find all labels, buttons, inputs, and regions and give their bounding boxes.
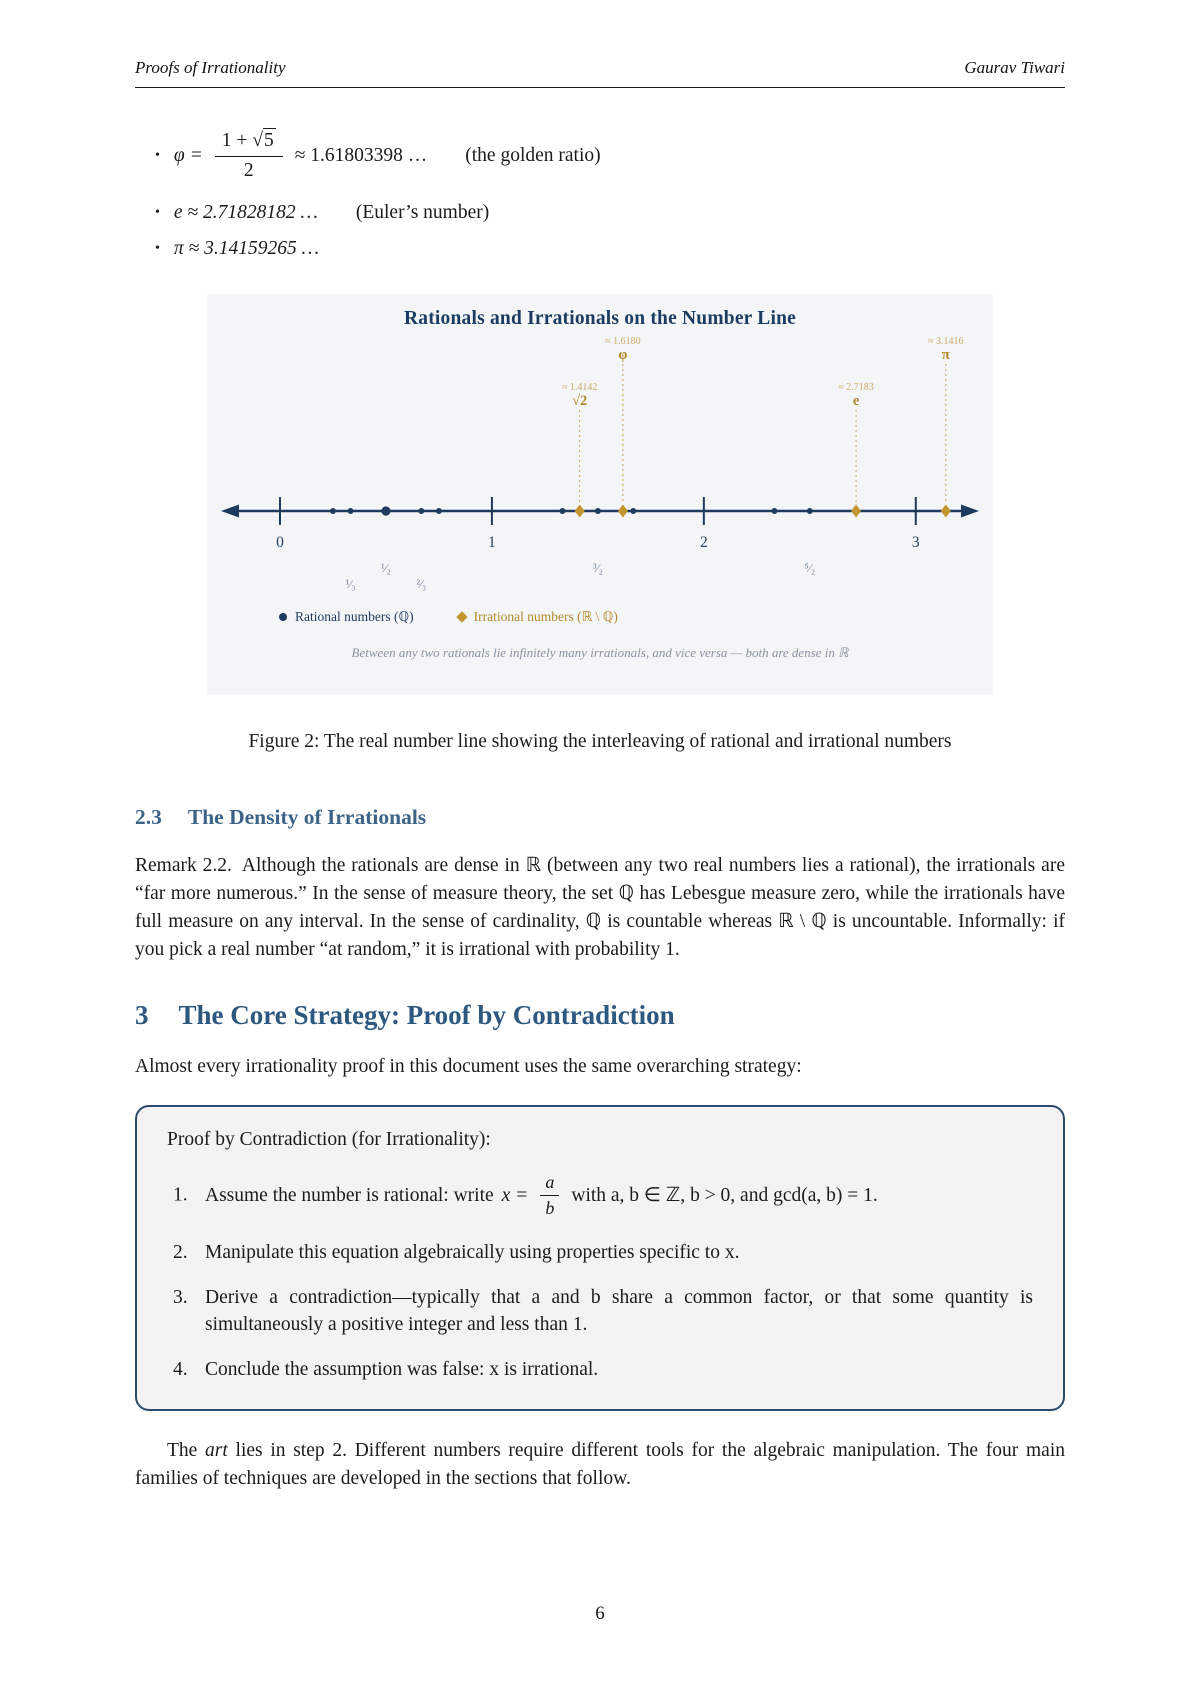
step-1-content	[205, 1172, 878, 1218]
step-1-pre: Assume the number is rational: write	[205, 1184, 494, 1206]
bullet-marker: •	[155, 205, 160, 220]
rational-dot-icon	[279, 613, 287, 621]
rational-point	[771, 508, 777, 514]
approx-value-label: ≈ 1.6180	[605, 336, 641, 347]
constants-list	[135, 124, 1065, 260]
section-number: 2.3	[135, 805, 162, 829]
irrational-diamond-icon	[456, 611, 467, 622]
irrational-point	[941, 505, 951, 518]
legend-label: Irrational numbers (ℝ \ ℚ)	[473, 609, 618, 624]
proof-box-title: Proof by Contradiction (for Irrationality):	[167, 1129, 491, 1150]
section-heading-2-3	[135, 805, 1065, 830]
legend-item	[458, 609, 618, 625]
tick-label: 3	[911, 534, 920, 551]
irrational-symbol-label: π	[941, 347, 950, 363]
rational-point	[418, 508, 424, 514]
approx-value-label: ≈ 2.7183	[838, 382, 874, 393]
irrational-point	[851, 505, 861, 518]
proof-step-3: Derive a contradiction—typically that a and b share a common factor, or that some quantity is simultaneously a positive integer and less than 1.	[205, 1287, 1033, 1335]
remark-paragraph	[135, 852, 1065, 964]
proof-strategy-box	[135, 1105, 1065, 1411]
list-item-e	[135, 202, 1065, 224]
rational-point	[630, 508, 636, 514]
tick-label: 0	[276, 534, 284, 551]
approx-value-label: ≈ 3.1416	[928, 336, 964, 347]
section-title: The Density of Irrationals	[187, 805, 427, 829]
header-title: Proofs of Irrationality	[135, 58, 286, 77]
section-heading-3	[135, 1000, 1065, 1031]
proof-step-2: Manipulate this equation algebraically using properties specific to x.	[205, 1242, 740, 1263]
closing-emphasis: art	[205, 1440, 228, 1461]
strategy-intro-paragraph: Almost every irrationality proof in this document uses the same overarching strategy:	[135, 1056, 802, 1077]
number-line-figure	[207, 294, 993, 695]
page-number: 6	[595, 1603, 605, 1624]
page-header	[135, 58, 1065, 88]
chart-legend	[207, 609, 993, 625]
tick-label: 1	[488, 534, 496, 551]
list-item-pi	[135, 238, 1065, 260]
step-1-denominator: b	[545, 1197, 555, 1218]
phi-equation	[174, 130, 601, 182]
irrational-symbol-label: e	[852, 393, 860, 409]
legend-item	[279, 609, 414, 625]
fraction-label: ⁵⁄₂	[804, 561, 815, 575]
bullet-marker: •	[155, 148, 160, 163]
phi-lhs: φ =	[173, 145, 203, 166]
proof-step-1	[167, 1169, 1033, 1221]
rational-point	[348, 508, 354, 514]
phi-approx: ≈ 1.61803398 …	[294, 145, 428, 166]
remark-label: Remark 2.2.	[135, 855, 232, 876]
figure-note: Between any two rationals lie infinitely many irrationals, and vice versa — both are dense in ℝ	[351, 645, 849, 660]
rational-point	[381, 506, 390, 515]
closing-paragraph	[135, 1437, 1065, 1493]
step-1-numerator: a	[540, 1172, 559, 1196]
right-arrowhead	[961, 505, 979, 518]
phi-note: (the golden ratio)	[465, 145, 601, 166]
irrational-symbol-label: √2	[572, 393, 588, 409]
step-1-lhs: x =	[501, 1184, 529, 1206]
rational-point	[595, 508, 601, 514]
fraction-label: ¹⁄₂	[381, 561, 391, 575]
proof-step-4: Conclude the assumption was false: x is irrational.	[205, 1359, 599, 1380]
irrational-point	[618, 505, 628, 518]
section-title: The Core Strategy: Proof by Contradiction	[178, 1000, 675, 1030]
pi-equation	[174, 238, 319, 260]
e-approx: e ≈ 2.71828182 …	[173, 202, 318, 223]
bullet-marker: •	[155, 241, 160, 256]
rational-point	[559, 508, 565, 514]
fraction-label: ¹⁄₃	[345, 577, 356, 591]
e-note: (Euler’s number)	[355, 202, 490, 223]
number-line-chart	[207, 330, 993, 594]
approx-value-label: ≈ 1.4142	[561, 382, 598, 393]
e-equation	[174, 202, 489, 224]
rational-point	[436, 508, 442, 514]
chart-title: Rationals and Irrationals on the Number Line	[404, 308, 796, 329]
rational-point	[807, 508, 813, 514]
list-item-phi	[135, 124, 1065, 188]
phi-fraction-numerator: 1 + √5	[215, 130, 283, 156]
pi-approx: π ≈ 3.14159265 …	[173, 238, 319, 259]
step-1-fraction	[540, 1172, 559, 1218]
proof-steps-list	[167, 1169, 1033, 1383]
tick-label: 2	[699, 534, 708, 551]
closing-pre: The	[167, 1440, 198, 1461]
rational-point	[330, 508, 336, 514]
legend-label: Rational numbers (ℚ)	[295, 609, 414, 624]
closing-post: lies in step 2. Different numbers require different tools for the algebraic manipulation. The four main families of techniques are developed in the sections that follow.	[135, 1440, 1065, 1489]
fraction-label: ³⁄₂	[592, 561, 603, 575]
section-number: 3	[135, 1000, 149, 1030]
irrational-symbol-label: φ	[618, 347, 628, 363]
figure-caption: Figure 2: The real number line showing the interleaving of rational and irrational numbers	[248, 731, 952, 752]
remark-body: Although the rationals are dense in ℝ (between any two real numbers lies a rational), the irrationals are “far more numerous.” In the sense of measure theory, the set ℚ has Lebesgue measure zero, while the irrationals have full measure on any interval. In the sense of cardinality, ℚ is countable whereas ℝ \ ℚ is uncountable. Informally: if you pick a real number “at random,” it is irrational with probability 1.	[135, 855, 1065, 960]
left-arrowhead	[221, 505, 239, 518]
fraction-label: ²⁄₃	[416, 577, 427, 591]
step-1-post: with a, b ∈ ℤ, b > 0, and gcd(a, b) = 1.	[571, 1184, 878, 1206]
phi-fraction-denominator: 2	[243, 159, 254, 181]
header-author: Gaurav Tiwari	[964, 58, 1065, 77]
phi-fraction	[215, 130, 283, 182]
irrational-point	[575, 505, 585, 518]
